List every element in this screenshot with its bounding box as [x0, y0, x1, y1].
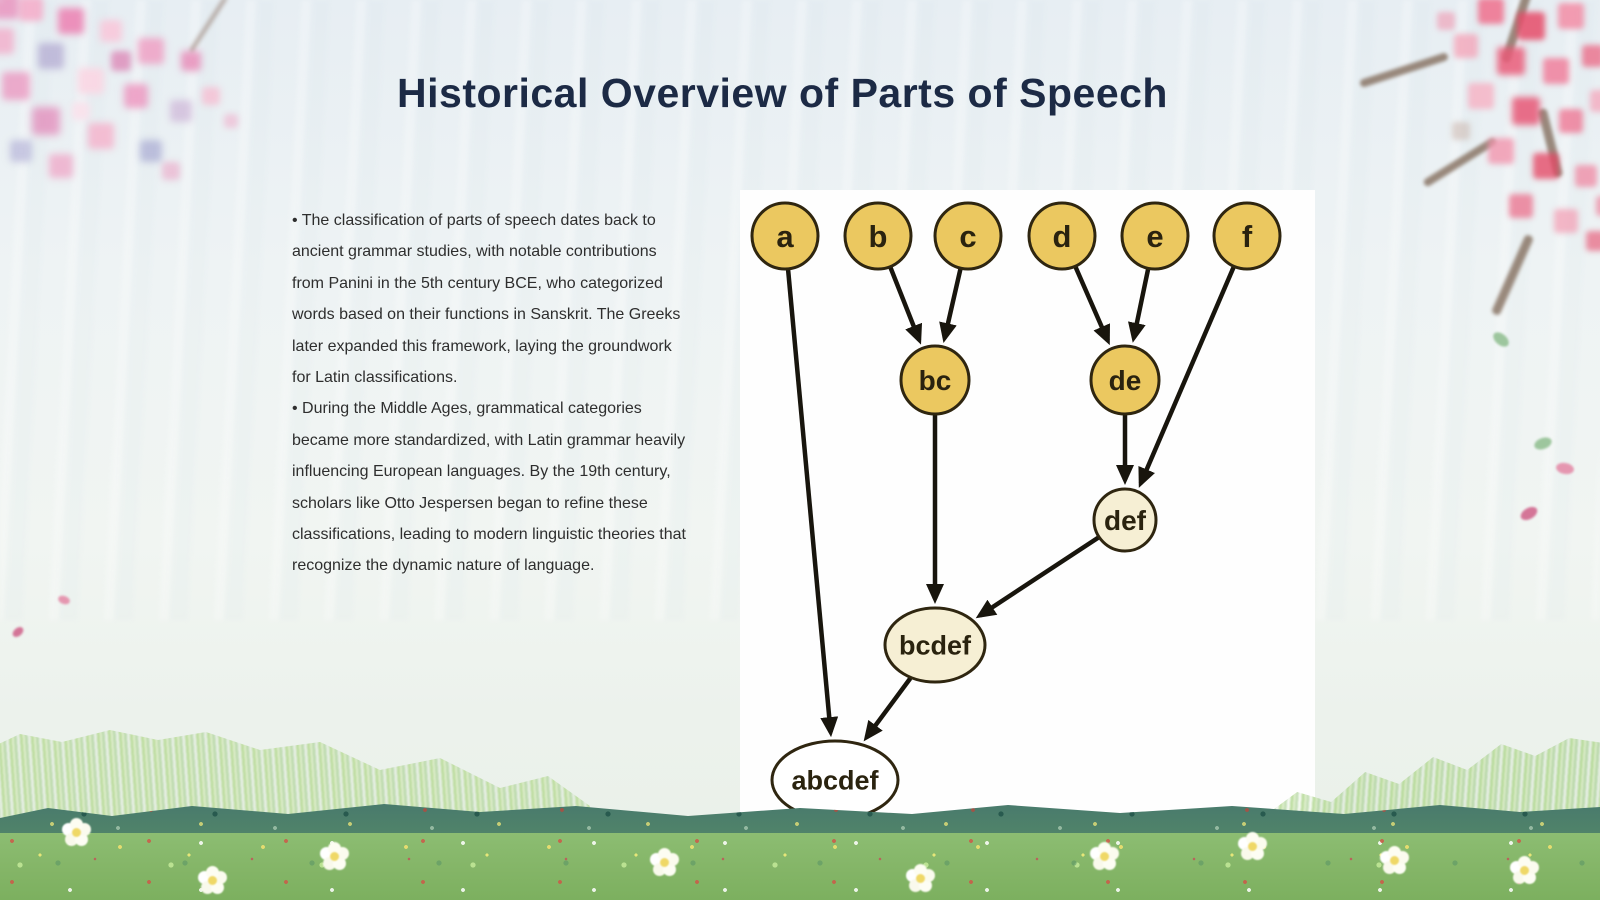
node-a: [752, 203, 818, 269]
edge-c-to-bc: [945, 269, 961, 338]
meadow-front-band: [0, 833, 1600, 900]
blossom-dots: [1370, 0, 1372, 2]
merge-tree-diagram: [740, 190, 1315, 835]
branch: [1422, 136, 1497, 187]
node-de: [1091, 346, 1159, 414]
node-e: [1122, 203, 1188, 269]
edge-def-to-bcdef: [980, 538, 1098, 616]
node-abcdef: [772, 741, 898, 819]
blossom-dots: [0, 0, 2, 2]
svg-text:e: e: [1146, 219, 1164, 255]
daisy-flower: [72, 828, 81, 837]
svg-text:d: d: [1052, 219, 1072, 255]
svg-text:b: b: [868, 219, 888, 255]
page-title: Historical Overview of Parts of Speech: [397, 70, 1168, 116]
svg-text:f: f: [1241, 219, 1253, 255]
pink-petal: [11, 625, 25, 639]
edge-b-to-bc: [891, 268, 920, 340]
svg-text:bc: bc: [918, 365, 952, 397]
node-bc: [901, 346, 969, 414]
node-c: [935, 203, 1001, 269]
node-f: [1214, 203, 1280, 269]
edge-a-to-abcdef: [788, 270, 830, 732]
daisy-flower: [1248, 842, 1257, 851]
edge-e-to-de: [1134, 269, 1148, 338]
edge-d-to-de: [1076, 267, 1108, 340]
diagram-panel: [740, 190, 1315, 835]
daisy-flower: [916, 874, 925, 883]
branch: [1501, 0, 1532, 64]
daisy-flower: [1390, 856, 1399, 865]
node-def: [1094, 489, 1156, 551]
svg-text:def: def: [1104, 505, 1146, 537]
svg-text:de: de: [1108, 365, 1142, 397]
daisy-flower: [208, 876, 217, 885]
svg-text:a: a: [776, 219, 794, 255]
branch-twig: [190, 0, 227, 52]
daisy-flower: [660, 858, 669, 867]
svg-text:c: c: [959, 219, 977, 255]
svg-text:abcdef: abcdef: [791, 765, 879, 796]
bullet-item: • During the Middle Ages, grammatical categories became more standardized, with Latin grammar heavily influencing European languages. By the 19th century, scholars like Otto Jespersen began to refine these classifications, leading to modern linguistic theories that recognize the dynamic nature of language.: [292, 400, 686, 575]
bullet-item: • The classification of parts of speech dates back to ancient grammar studies, with notable contributions from Panini in the 5th century BCE, who categorized words based on their functions in Sanskrit. The Greeks later expanded this framework, laying the groundwork for Latin classifications.: [292, 212, 681, 387]
branch: [1538, 108, 1564, 178]
cherry-blossom-top-right: [1370, 0, 1600, 280]
daisy-flower: [1100, 852, 1109, 861]
daisy-flower: [1520, 866, 1529, 875]
bullet-text-block: [292, 205, 689, 582]
node-d: [1029, 203, 1095, 269]
svg-text:bcdef: bcdef: [898, 630, 972, 661]
edge-bcdef-to-abcdef: [867, 678, 911, 737]
node-bcdef: [885, 608, 985, 682]
daisy-flower: [330, 852, 339, 861]
node-b: [845, 203, 911, 269]
